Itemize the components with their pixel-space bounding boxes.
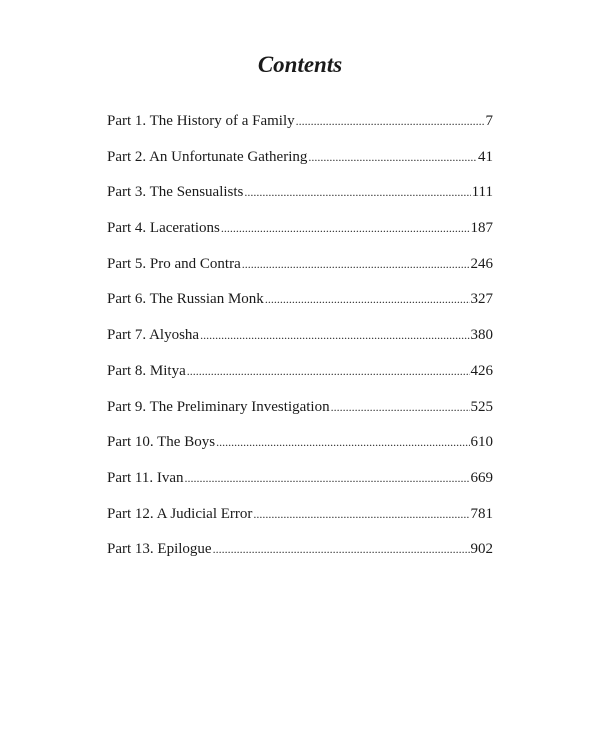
dot-leader [331, 395, 470, 419]
dot-leader [265, 287, 470, 311]
dot-leader [200, 323, 469, 347]
toc-entry[interactable] [107, 537, 493, 573]
toc-entry[interactable] [107, 323, 493, 359]
toc-entry[interactable] [107, 430, 493, 466]
dot-leader [308, 145, 477, 169]
toc-entry[interactable] [107, 287, 493, 323]
toc-entry[interactable] [107, 502, 493, 538]
toc-entry[interactable] [107, 216, 493, 252]
table-of-contents [107, 109, 493, 573]
toc-entry[interactable] [107, 395, 493, 431]
toc-entry-label: Part 9. The Preliminary Investigation [107, 398, 330, 415]
toc-entry-label: Part 5. Pro and Contra [107, 255, 241, 272]
dot-leader [221, 216, 470, 240]
toc-entry-label: Part 12. A Judicial Error [107, 505, 253, 522]
toc-entry-page: 187 [470, 220, 493, 237]
toc-entry-label: Part 10. The Boys [107, 434, 216, 451]
dot-leader [244, 180, 470, 204]
dot-leader [253, 502, 469, 526]
toc-entry-page: 426 [470, 362, 493, 379]
toc-entry[interactable] [107, 109, 493, 145]
toc-entry[interactable] [107, 252, 493, 288]
toc-entry-page: 327 [470, 291, 493, 308]
toc-entry-label: Part 2. An Unfortunate Gathering [107, 148, 308, 165]
dot-leader [185, 466, 470, 490]
toc-entry[interactable] [107, 359, 493, 395]
toc-entry[interactable] [107, 466, 493, 502]
dot-leader [213, 537, 470, 561]
toc-entry-page: 525 [470, 398, 493, 415]
toc-entry-label: Part 6. The Russian Monk [107, 291, 264, 308]
page-title: Contents [257, 52, 343, 77]
toc-entry-page: 610 [470, 434, 493, 451]
dot-leader [296, 109, 485, 133]
toc-entry[interactable] [107, 145, 493, 181]
toc-entry-page: 380 [470, 327, 493, 344]
toc-entry-page: 669 [470, 469, 493, 486]
toc-entry-page: 41 [478, 148, 493, 165]
toc-entry-label: Part 7. Alyosha [107, 327, 200, 344]
toc-entry-page: 111 [471, 184, 493, 201]
dot-leader [187, 359, 470, 383]
dot-leader [216, 430, 469, 454]
toc-entry-label: Part 4. Lacerations [107, 220, 220, 237]
toc-entry-page: 902 [470, 541, 493, 558]
toc-entry-label: Part 8. Mitya [107, 362, 186, 379]
toc-entry-label: Part 11. Ivan [107, 469, 184, 486]
dot-leader [242, 252, 470, 276]
toc-entry-label: Part 13. Epilogue [107, 541, 212, 558]
toc-entry[interactable] [107, 180, 493, 216]
toc-entry-page: 781 [470, 505, 493, 522]
toc-entry-page: 7 [485, 113, 493, 129]
toc-entry-label: Part 3. The Sensualists [107, 184, 244, 201]
toc-entry-page: 246 [470, 255, 493, 272]
toc-entry-label: Part 1. The History of a Family [107, 113, 295, 129]
